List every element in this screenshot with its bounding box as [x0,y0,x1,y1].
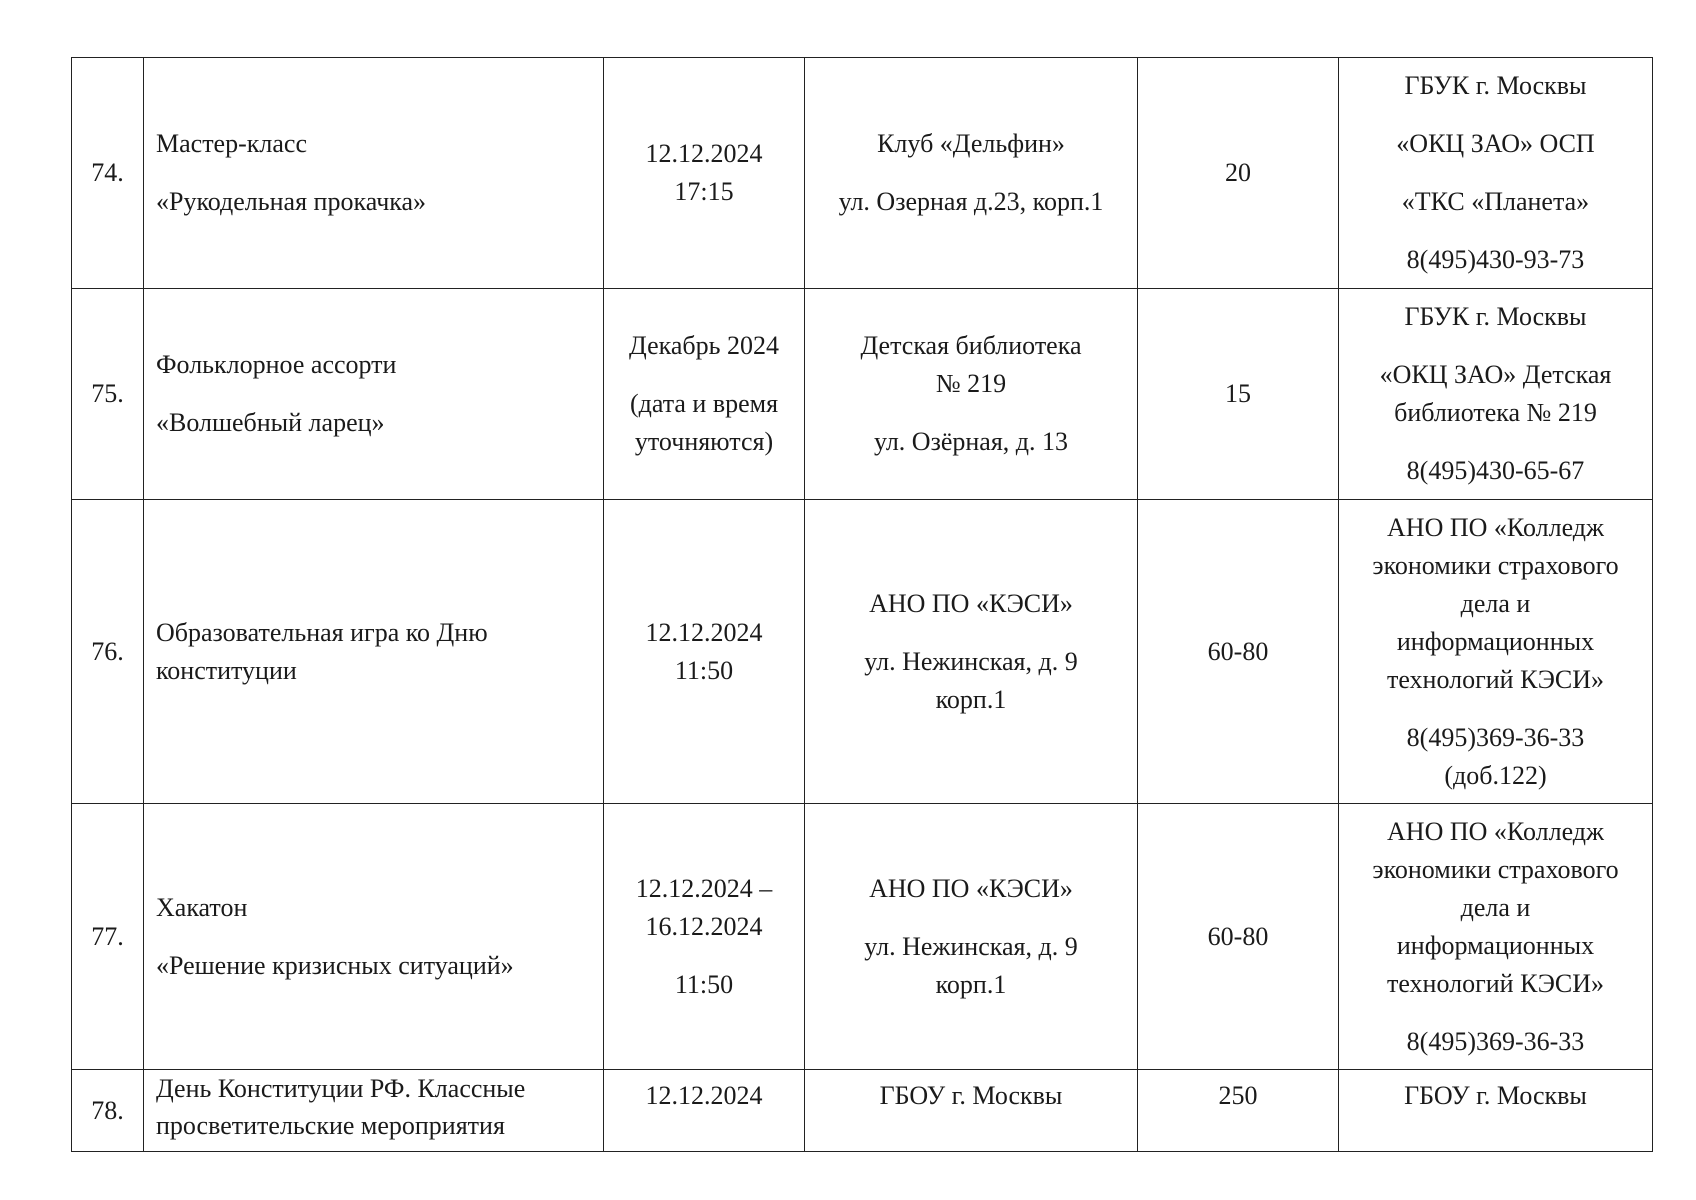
organizer-line: технологий КЭСИ» [1386,664,1605,694]
event-place-cell [805,58,1138,289]
organizer-line: ГБОУ г. Москвы [1404,1081,1587,1110]
organizer-line: экономики страхового [1372,854,1619,884]
event-name-line: просветительские мероприятия [156,1111,505,1140]
participants-count: 60-80 [1138,804,1339,1070]
organizer-line: дела и [1460,588,1531,618]
event-place-line: ул. Озерная д.23, корп.1 [838,187,1104,216]
event-name-line: конституции [156,655,297,685]
organizer-cell [1339,804,1653,1070]
organizer-cell [1339,58,1653,289]
event-place-line: Клуб «Дельфин» [877,129,1065,158]
event-name-line: «Рукодельная прокачка» [156,187,427,216]
row-number: 76. [72,500,144,804]
event-name-cell [144,58,604,289]
organizer-cell [1339,289,1653,500]
event-date-cell [604,289,805,500]
table-row [72,804,1653,1070]
event-place-line: ул. Нежинская, д. 9 [864,646,1078,676]
organizer-phone: 8(495)430-93-73 [1406,245,1585,274]
event-date-line: Декабрь 2024 [629,331,779,360]
event-place-line: ул. Нежинская, д. 9 [864,931,1078,961]
table-row [72,58,1653,289]
organizer-line: «ОКЦ ЗАО» ОСП [1396,129,1595,158]
event-place-line: ул. Озёрная, д. 13 [873,427,1069,456]
event-place-line: Детская библиотека [860,331,1082,360]
event-place-cell [805,289,1138,500]
event-time-line: 11:50 [674,969,734,999]
organizer-line: библиотека № 219 [1394,398,1597,427]
event-place-line: № 219 [935,369,1007,398]
organizer-cell [1339,1070,1653,1152]
organizer-line: ГБУК г. Москвы [1404,71,1587,100]
participants-count: 250 [1138,1070,1339,1152]
organizer-line: АНО ПО «Колледж [1387,816,1604,846]
event-place-line: ГБОУ г. Москвы [879,1081,1063,1110]
organizer-cell [1339,500,1653,804]
row-number: 75. [72,289,144,500]
participants-count: 20 [1138,58,1339,289]
organizer-line: дела и [1460,892,1531,922]
event-place-line: корп.1 [935,969,1007,999]
event-date-note: уточняются) [634,427,774,456]
organizer-phone: 8(495)369-36-33 [1406,1026,1585,1056]
event-name-line: Хакатон [156,892,248,922]
event-date-cell [604,1070,805,1152]
organizer-line: «ТКС «Планета» [1401,187,1590,216]
event-name-line: Образовательная игра ко Дню [156,617,488,647]
event-date-line: 16.12.2024 [645,911,763,941]
event-name-line: «Решение кризисных ситуаций» [156,950,514,980]
participants-count: 60-80 [1138,500,1339,804]
event-place-line: АНО ПО «КЭСИ» [869,873,1073,903]
organizer-phone: 8(495)369-36-33 [1406,722,1585,752]
organizer-line: «ОКЦ ЗАО» Детская [1379,360,1612,389]
event-date-note: (дата и время [629,389,779,418]
organizer-line: экономики страхового [1372,550,1619,580]
table-row [72,289,1653,500]
event-place-cell [805,804,1138,1070]
row-number: 74. [72,58,144,289]
event-name-cell [144,500,604,804]
row-number: 77. [72,804,144,1070]
organizer-line: технологий КЭСИ» [1386,968,1605,998]
event-time-line: 17:15 [674,177,734,206]
organizer-line: информационных [1396,930,1595,960]
event-date-cell [604,500,805,804]
event-date-line: 12.12.2024 [645,1081,763,1110]
organizer-line: АНО ПО «Колледж [1387,512,1604,542]
event-name-cell [144,289,604,500]
table-row [72,1070,1653,1152]
event-date-line: 12.12.2024 – [635,873,773,903]
row-number: 78. [72,1070,144,1152]
event-name-line: Мастер-класс [156,129,307,158]
organizer-phone: 8(495)430-65-67 [1406,456,1585,485]
participants-count: 15 [1138,289,1339,500]
table-row [72,500,1653,804]
event-time-line: 11:50 [674,655,734,685]
event-date-cell [604,58,805,289]
event-name-line: День Конституции РФ. Классные [156,1074,526,1103]
event-name-line: «Волшебный ларец» [156,408,385,437]
event-name-cell [144,1070,604,1152]
event-name-cell [144,804,604,1070]
organizer-line: ГБУК г. Москвы [1404,302,1587,331]
organizer-line: информационных [1396,626,1595,656]
events-table [71,57,1653,1152]
event-date-line: 12.12.2024 [645,617,763,647]
event-date-cell [604,804,805,1070]
event-date-line: 12.12.2024 [645,139,763,168]
event-place-line: АНО ПО «КЭСИ» [869,588,1073,618]
event-place-line: корп.1 [935,684,1007,714]
event-place-cell [805,1070,1138,1152]
organizer-phone-ext: (доб.122) [1444,760,1547,790]
event-name-line: Фольклорное ассорти [156,350,397,379]
event-place-cell [805,500,1138,804]
